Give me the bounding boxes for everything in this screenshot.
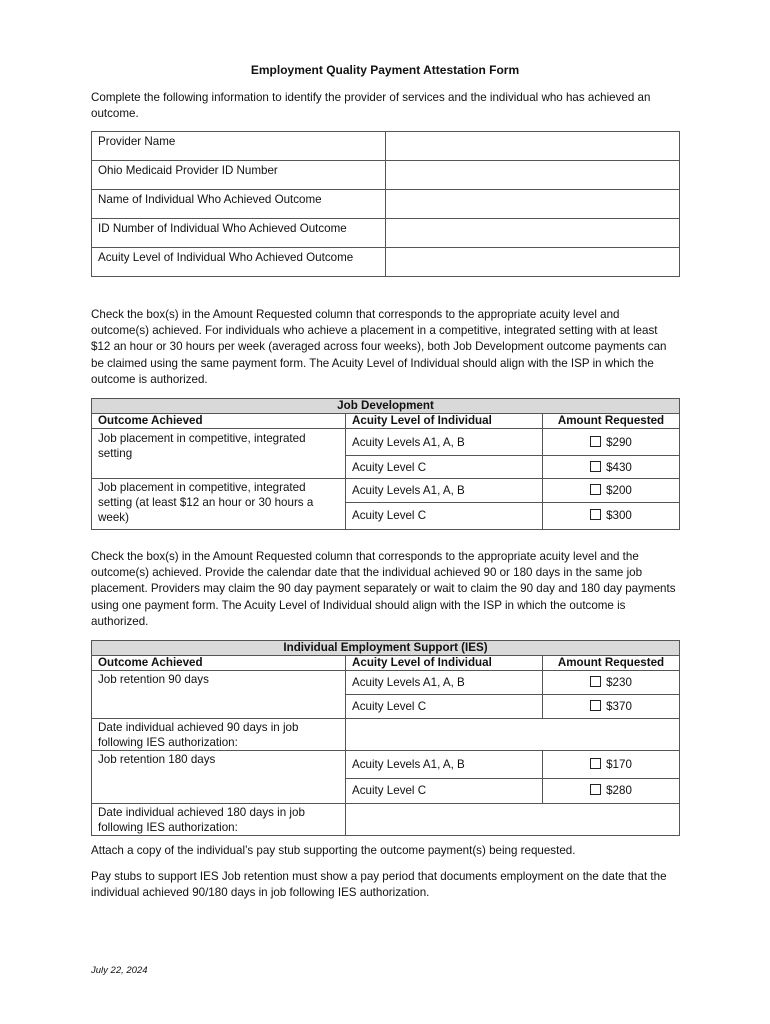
- table-row: [92, 671, 680, 695]
- job-development-instructions: Check the box(s) in the Amount Requested column that corresponds to the appropriate acuity level and outcome(s) achieved. For individuals who achieve a placement in a competitive, integrated setting with at least $12 an hour or 30 hours per week (averaged across four weeks), both Job Development outcome payments can be claimed using the same payment form. The Acuity Level of Individual should align with the ISP in which the outcome is authorized.: [91, 308, 667, 386]
- acuity-label: Acuity Levels A1, A, B: [346, 751, 543, 779]
- amount-value: $300: [606, 509, 632, 522]
- checkbox[interactable]: [590, 461, 601, 472]
- field-label: Acuity Level of Individual Who Achieved Outcome: [92, 248, 386, 277]
- table-row: [92, 161, 680, 190]
- job-development-header: Job Development: [92, 399, 680, 414]
- amount-value: $430: [606, 461, 632, 474]
- table-row: [92, 219, 680, 248]
- footer-date: July 22, 2024: [91, 965, 148, 976]
- field-label: Ohio Medicaid Provider ID Number: [92, 161, 386, 190]
- acuity-label: Acuity Level C: [346, 456, 543, 479]
- checkbox[interactable]: [590, 436, 601, 447]
- acuity-label: Acuity Levels A1, A, B: [346, 479, 543, 503]
- acuity-label: Acuity Levels A1, A, B: [346, 671, 543, 695]
- table-row: [92, 719, 680, 751]
- table-row: [92, 479, 680, 503]
- col-acuity-level: Acuity Level of Individual: [346, 656, 543, 671]
- checkbox[interactable]: [590, 509, 601, 520]
- table-row: [92, 429, 680, 456]
- paystub-note: Pay stubs to support IES Job retention must show a pay period that documents employment on the date that the individual achieved 90/180 days in job following IES authorization.: [91, 870, 667, 900]
- col-outcome-achieved: Outcome Achieved: [92, 656, 346, 671]
- table-row: [92, 751, 680, 779]
- table-row: [92, 190, 680, 219]
- provider-id-field[interactable]: [386, 161, 680, 190]
- table-row: [92, 132, 680, 161]
- attach-note: Attach a copy of the individual’s pay stub supporting the outcome payment(s) being requested.: [91, 844, 576, 857]
- amount-value: $290: [606, 436, 632, 449]
- date-90-field[interactable]: [346, 719, 680, 751]
- date-90-label: Date individual achieved 90 days in job following IES authorization:: [92, 719, 346, 751]
- checkbox[interactable]: [590, 484, 601, 495]
- outcome-label: Job placement in competitive, integrated setting: [92, 429, 346, 479]
- date-180-field[interactable]: [346, 804, 680, 836]
- amount-value: $200: [606, 484, 632, 497]
- ies-header: Individual Employment Support (IES): [92, 641, 680, 656]
- amount-value: $170: [606, 758, 632, 771]
- field-label: Provider Name: [92, 132, 386, 161]
- field-label: ID Number of Individual Who Achieved Outcome: [92, 219, 386, 248]
- outcome-label: Job retention 180 days: [92, 751, 346, 804]
- checkbox[interactable]: [590, 700, 601, 711]
- provider-info-table: [91, 131, 680, 277]
- amount-value: $370: [606, 700, 632, 713]
- outcome-label: Job retention 90 days: [92, 671, 346, 719]
- date-180-label: Date individual achieved 180 days in job following IES authorization:: [92, 804, 346, 836]
- checkbox[interactable]: [590, 758, 601, 769]
- ies-instructions: Check the box(s) in the Amount Requested column that corresponds to the appropriate acuity level and the outcome(s) achieved. Provide the calendar date that the individual achieved 90 or 180 days in the same job placement. Providers may claim the 90 day payment separately or wait to claim the 90 day and 180 day payments using one payment form. The Acuity Level of Individual should align with the ISP in which the outcome is authorized.: [91, 550, 676, 628]
- acuity-label: Acuity Level C: [346, 503, 543, 530]
- col-amount-requested: Amount Requested: [543, 414, 680, 429]
- form-title: Employment Quality Payment Attestation Form: [250, 63, 520, 77]
- col-acuity-level: Acuity Level of Individual: [346, 414, 543, 429]
- acuity-label: Acuity Levels A1, A, B: [346, 429, 543, 456]
- provider-name-field[interactable]: [386, 132, 680, 161]
- amount-value: $280: [606, 784, 632, 797]
- ies-table: [91, 640, 680, 836]
- amount-value: $230: [606, 676, 632, 689]
- individual-name-field[interactable]: [386, 190, 680, 219]
- job-development-table: [91, 398, 680, 530]
- intro-text: Complete the following information to identify the provider of services and the individual who has achieved an outcome.: [91, 91, 651, 121]
- individual-id-field[interactable]: [386, 219, 680, 248]
- acuity-label: Acuity Level C: [346, 779, 543, 804]
- outcome-label: Job placement in competitive, integrated setting (at least $12 an hour or 30 hours a week): [92, 479, 346, 530]
- table-row: [92, 248, 680, 277]
- field-label: Name of Individual Who Achieved Outcome: [92, 190, 386, 219]
- checkbox[interactable]: [590, 676, 601, 687]
- col-amount-requested: Amount Requested: [543, 656, 680, 671]
- acuity-label: Acuity Level C: [346, 695, 543, 719]
- table-row: [92, 804, 680, 836]
- checkbox[interactable]: [590, 784, 601, 795]
- col-outcome-achieved: Outcome Achieved: [92, 414, 346, 429]
- acuity-level-field[interactable]: [386, 248, 680, 277]
